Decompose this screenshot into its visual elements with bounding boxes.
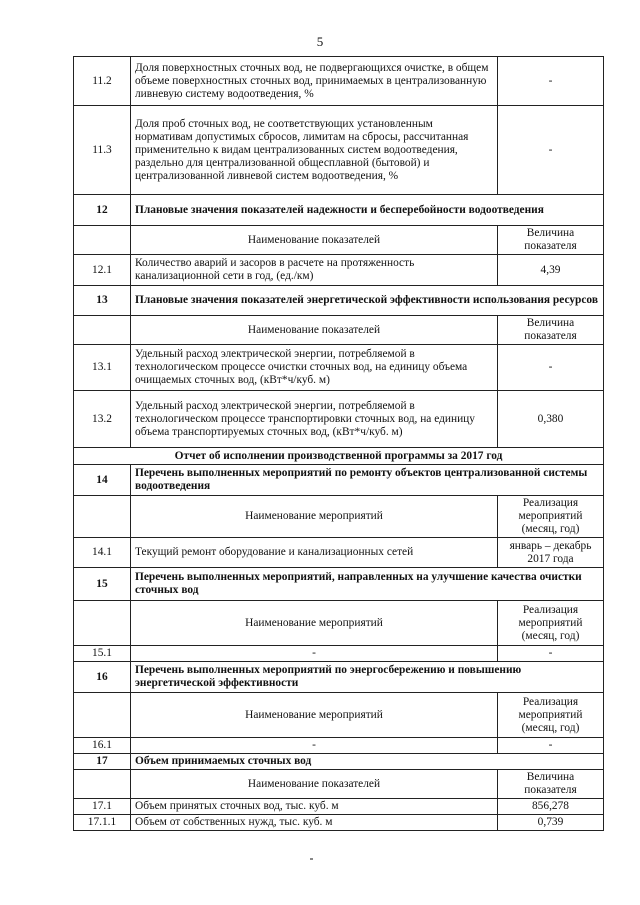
row-value: 0,380 [498,391,604,448]
report-title-row [74,448,604,465]
section-title: Объем принимаемых сточных вод [131,754,604,770]
section-header [74,465,604,496]
report-title: Отчет об исполнении производственной программы за 2017 год [74,448,604,465]
row-text: Удельный расход электрической энергии, потребляемой в технологическом процессе транспортировки сточных вод, на единицу объема транспортируемых сточных вод, (кВт*ч/куб. м) [131,391,498,448]
row-number: 15.1 [74,646,131,662]
row-number: 13.2 [74,391,131,448]
row-text: - [131,646,498,662]
table-row [74,57,604,106]
column-header-name: Наименование показателей [131,316,498,345]
row-value: 4,39 [498,255,604,286]
row-value: - [498,345,604,391]
row-text: Объем принятых сточных вод, тыс. куб. м [131,799,498,815]
section-number: 12 [74,195,131,226]
section-number: 15 [74,568,131,601]
section-number: 13 [74,286,131,316]
row-number: 17.1.1 [74,815,131,831]
row-text: Объем от собственных нужд, тыс. куб. м [131,815,498,831]
row-text: Текущий ремонт оборудование и канализационных сетей [131,538,498,568]
column-header-row [74,496,604,538]
row-number: 11.3 [74,106,131,195]
section-header [74,286,604,316]
section-title: Плановые значения показателей надежности и бесперебойности водоотведения [131,195,604,226]
column-header-value: Реализация мероприятий (месяц, год) [498,496,604,538]
section-title: Перечень выполненных мероприятий по ремонту объектов централизованной системы водоотведения [131,465,604,496]
row-number: 13.1 [74,345,131,391]
section-title: Перечень выполненных мероприятий, направленных на улучшение качества очистки сточных вод [131,568,604,601]
row-value: 0,739 [498,815,604,831]
column-header-row [74,316,604,345]
table-row [74,799,604,815]
section-title: Перечень выполненных мероприятий по энергосбережению и повышению энергетической эффективности [131,662,604,693]
table-row [74,538,604,568]
row-value: - [498,738,604,754]
section-number: 17 [74,754,131,770]
section-number: 16 [74,662,131,693]
row-value: - [498,57,604,106]
column-header-name: Наименование мероприятий [131,601,498,646]
table-row [74,345,604,391]
page-number: 5 [316,34,324,49]
column-header-value: Реализация мероприятий (месяц, год) [498,693,604,738]
column-header-value: Величина показателя [498,316,604,345]
row-number: 16.1 [74,738,131,754]
column-header-value: Реализация мероприятий (месяц, год) [498,601,604,646]
row-text: Количество аварий и засоров в расчете на протяженность канализационной сети в год, (ед./км) [131,255,498,286]
section-title: Плановые значения показателей энергетической эффективности использования ресурсов [131,286,604,316]
row-number: 11.2 [74,57,131,106]
row-text: Доля поверхностных сточных вод, не подвергающихся очистке, в общем объеме поверхностных сточных вод, принимаемых в централизованную ливневую систему водоотведения, % [131,57,498,106]
column-header-name: Наименование показателей [131,226,498,255]
section-number: 14 [74,465,131,496]
row-text: Удельный расход электрической энергии, потребляемой в технологическом процессе очистки сточных вод, на единицу объема очищаемых сточных вод, (кВт*ч/куб. м) [131,345,498,391]
table-row [74,815,604,831]
row-number: 17.1 [74,799,131,815]
row-value: - [498,646,604,662]
section-header [74,195,604,226]
table-row [74,255,604,286]
scan-mark [310,858,313,860]
column-header-row [74,226,604,255]
section-header [74,754,604,770]
column-header-value: Величина показателя [498,770,604,799]
column-header-name: Наименование мероприятий [131,693,498,738]
row-text: - [131,738,498,754]
row-value: 856,278 [498,799,604,815]
row-number: 12.1 [74,255,131,286]
section-header [74,568,604,601]
row-text: Доля проб сточных вод, не соответствующих установленным нормативам допустимых сбросов, лимитам на сбросы, рассчитанная применительно к видам централизованных систем водоотведения, раздельно для централизованной общесплавной (бытовой) и централизованной ливневой систем водоотведения, % [131,106,498,195]
column-header-name: Наименование показателей [131,770,498,799]
row-number: 14.1 [74,538,131,568]
row-value: январь – декабрь 2017 года [498,538,604,568]
indicators-table [73,56,604,831]
column-header-row [74,693,604,738]
row-value: - [498,106,604,195]
table-row [74,738,604,754]
section-header [74,662,604,693]
column-header-name: Наименование мероприятий [131,496,498,538]
table-row [74,391,604,448]
table-row [74,106,604,195]
column-header-value: Величина показателя [498,226,604,255]
column-header-row [74,770,604,799]
column-header-row [74,601,604,646]
table-row [74,646,604,662]
